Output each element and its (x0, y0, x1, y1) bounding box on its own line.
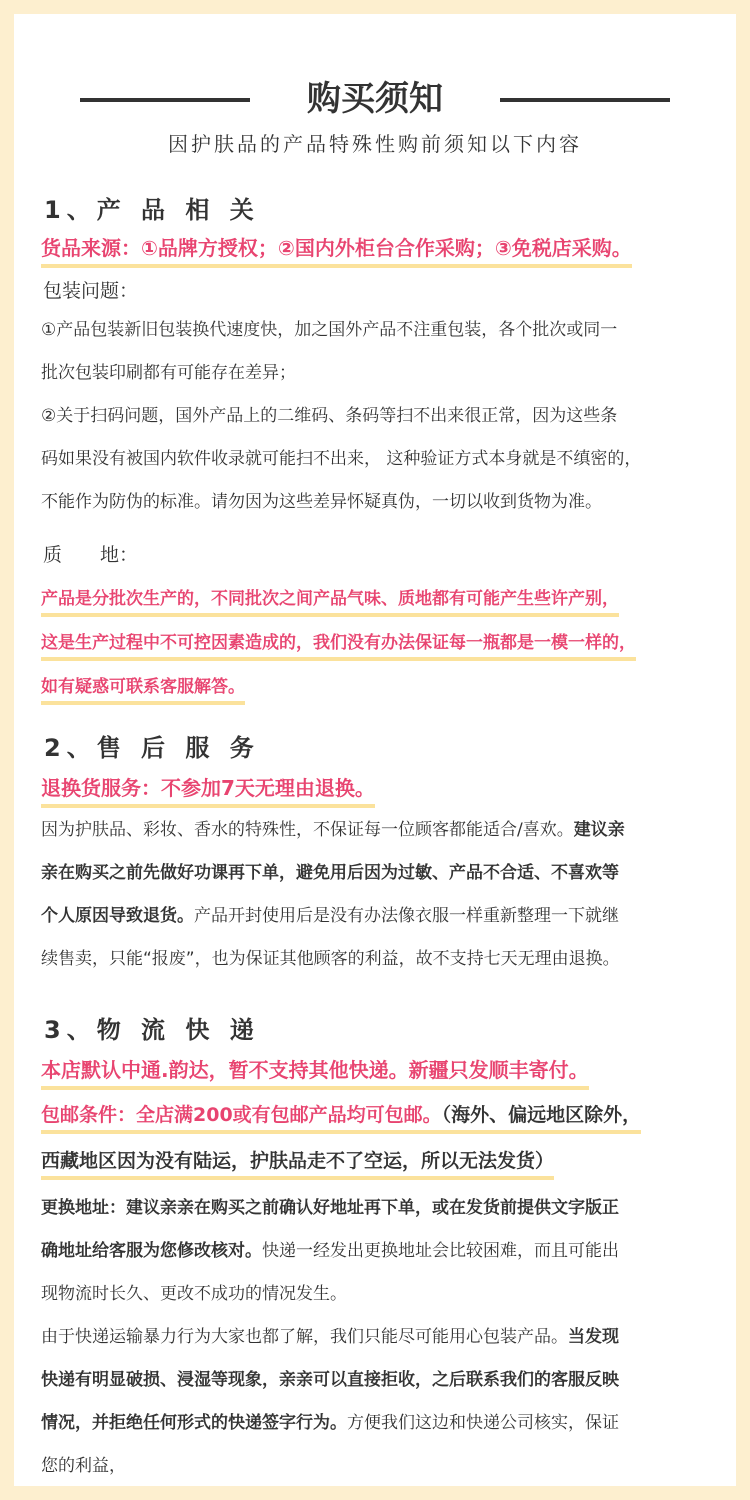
free-shipping-line1-inner (41, 1104, 641, 1134)
free-shipping-line2 (41, 1146, 554, 1173)
packaging-p2-line3: 不能作为防伪的标准。请勿因为这些差异怀疑真伪，一切以收到货物为准。 (41, 492, 602, 512)
notice-card (14, 14, 736, 1486)
packaging-p2-line1: ②关于扫码问题，国外产品上的二维码、条码等扫不出来很正常，因为这些条 (41, 406, 618, 426)
delivery-line1 (41, 1326, 716, 1348)
page-title: 购买须知 (307, 79, 443, 119)
packaging-label: 包装问题： (43, 280, 139, 302)
delivery-line3 (41, 1412, 716, 1434)
delivery-line4: 您的利益， (41, 1456, 126, 1476)
quality-line2-text: 这是生产过程中不可控因素造成的，我们没有办法保证每一瓶都是一模一样的， (41, 633, 636, 661)
address-line2-a: 确地址给客服为您修改核对。 (41, 1241, 262, 1261)
aftersale-line3-b: 产品开封使用后是没有办法像衣服一样重新整理一下就继 (194, 906, 619, 926)
page-subtitle: 因护肤品的产品特殊性购前须知以下内容 (168, 132, 582, 156)
section1-heading: 1、产 品 相 关 (44, 196, 260, 224)
packaging-p1-line1: ①产品包装新旧包装换代速度快，加之国外产品不注重包装，各个批次或同一 (41, 320, 618, 340)
address-line2 (41, 1240, 716, 1262)
aftersale-line1-a: 因为护肤品、彩妆、香水的特殊性，不保证每一位顾客都能适合/喜欢。 (41, 820, 574, 840)
delivery-line3-a: 情况，并拒绝任何形式的快递签字行为。 (41, 1413, 347, 1433)
courier-line (41, 1054, 589, 1083)
aftersale-line1 (41, 819, 716, 841)
goods-source-line (41, 232, 632, 261)
delivery-line2: 快递有明显破损、浸湿等现象，亲亲可以直接拒收，之后联系我们的客服反映 (41, 1370, 619, 1390)
delivery-line1-a: 由于快递运输暴力行为大家也都了解，我们只能尽可能用心包装产品。 (41, 1327, 568, 1347)
aftersale-line3 (41, 905, 716, 927)
aftersale-line2: 亲在购买之前先做好功课再下单，避免用后因为过敏、产品不合适、不喜欢等 (41, 863, 619, 883)
section3-heading: 3、物 流 快 递 (44, 1016, 260, 1044)
title-right-rule (500, 98, 670, 102)
return-service-line (41, 772, 375, 801)
quality-line1-text: 产品是分批次生产的，不同批次之间产品气味、质地都有可能产生些许产别， (41, 589, 619, 617)
quality-line3-text: 如有疑惑可联系客服解答。 (41, 677, 245, 705)
section2-heading: 2、售 后 服 务 (44, 734, 260, 762)
quality-line2 (41, 628, 636, 653)
address-line1: 更换地址：建议亲亲在购买之前确认好地址再下单，或在发货前提供文字版正 (41, 1198, 619, 1218)
address-line3: 现物流时长久、更改不成功的情况发生。 (41, 1284, 347, 1304)
address-line2-b: 快递一经发出更换地址会比较困难，而且可能出 (262, 1241, 619, 1261)
title-block (14, 74, 736, 124)
delivery-line1-b: 当发现 (568, 1327, 619, 1347)
goods-source-text: 货品来源：①品牌方授权；②国内外柜台合作采购；③免税店采购。 (41, 236, 632, 268)
free-shipping-exception: （海外、偏远地区除外， (441, 1104, 642, 1126)
quality-line1 (41, 584, 619, 609)
free-shipping-line2-text: 西藏地区因为没有陆运，护肤品走不了空运，所以无法发货） (41, 1150, 554, 1180)
return-service-text: 退换货服务：不参加7天无理由退换。 (41, 776, 375, 808)
aftersale-line4: 续售卖，只能“报废”，也为保证其他顾客的利益，故不支持七天无理由退换。 (41, 949, 620, 969)
title-left-rule (80, 98, 250, 102)
quality-line3 (41, 672, 245, 697)
free-shipping-condition: 包邮条件：全店满200或有包邮产品均可包邮。 (41, 1104, 442, 1126)
delivery-line3-b: 方便我们这边和快递公司核实，保证 (347, 1413, 619, 1433)
courier-text: 本店默认中通.韵达，暂不支持其他快递。新疆只发顺丰寄付。 (41, 1058, 589, 1090)
packaging-p1-line2: 批次包装印刷都有可能存在差异； (41, 363, 296, 383)
packaging-p2-line2: 码如果没有被国内软件收录就可能扫不出来， 这种验证方式本身就是不缜密的， (41, 449, 642, 469)
aftersale-line3-a: 个人原因导致退货。 (41, 906, 194, 926)
aftersale-line1-b: 建议亲 (573, 820, 625, 840)
quality-label: 质 地： (43, 544, 139, 566)
free-shipping-line1 (41, 1100, 641, 1127)
